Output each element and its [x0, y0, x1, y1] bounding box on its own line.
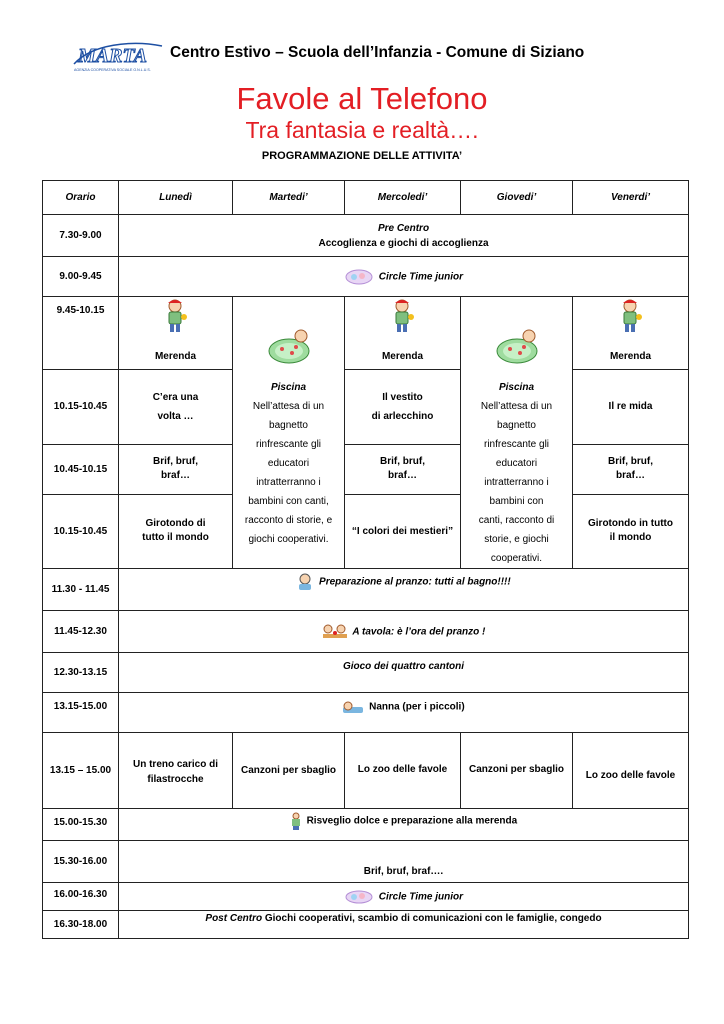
- cell-line: C’era una: [152, 391, 199, 403]
- table-row: [43, 444, 689, 494]
- header-title-line: Centro Estivo – Scuola dell’Infanzia - Comune di Siziano: [170, 44, 585, 61]
- time-cell: 16.00-16.30: [43, 883, 119, 911]
- cell-line: Brif, bruf,: [608, 456, 653, 468]
- table-header-row: [43, 181, 689, 215]
- header-lunedi: Lunedì: [119, 181, 233, 215]
- circle-time-label: Circle Time junior: [378, 891, 464, 903]
- circle-time-icon: [344, 889, 374, 905]
- time-cell: 15.00-15.30: [43, 809, 119, 841]
- circle-time-label: Circle Time junior: [378, 271, 464, 283]
- cell-line: il mondo: [609, 532, 652, 544]
- pranzo-prep-cell: [119, 569, 689, 611]
- header-giovedi: Giovedi’: [461, 181, 573, 215]
- piscina-line: Nell’attesa di un: [480, 401, 553, 412]
- time-cell: 16.30-18.00: [43, 911, 119, 939]
- time-cell: 15.30-16.00: [43, 841, 119, 883]
- time-cell: 13.15 – 15.00: [43, 733, 119, 809]
- table-row: [43, 494, 689, 568]
- cell-line: volta …: [157, 410, 194, 422]
- time-cell: 11.45-12.30: [43, 611, 119, 653]
- marta-logo: [72, 40, 164, 74]
- piscina-line: storie, e giochi: [484, 534, 549, 545]
- page-subtitle: Tra fantasia e realtà….: [245, 117, 479, 143]
- piscina-line: intratterranno i: [256, 477, 321, 488]
- piscina-line: intratterranno i: [484, 477, 549, 488]
- time-cell: 10.15-10.45: [43, 370, 119, 444]
- a-tavola-label: A tavola: è l’ora del pranzo !: [352, 626, 486, 638]
- wed-1015-cell: [345, 370, 461, 444]
- piscina-line: bambini con: [489, 496, 544, 507]
- piscina-line: cooperativi.: [490, 553, 543, 564]
- mon-1015-cell: [119, 370, 233, 444]
- page-title: Favole al Telefono: [236, 81, 488, 116]
- header-mercoledi: Mercoledi’: [345, 181, 461, 215]
- afternoon-wed-cell: Lo zoo delle favole: [345, 733, 461, 809]
- merenda-wed-cell: [345, 297, 461, 370]
- risveglio-label: Risveglio dolce e preparazione alla merenda: [306, 815, 518, 827]
- afternoon-mon-cell: [119, 733, 233, 809]
- table-row: [43, 693, 689, 733]
- pre-centro-text: Accoglienza e giochi di accoglienza: [318, 237, 489, 249]
- piscina-line: canti, racconto di: [478, 515, 555, 526]
- time-cell: 9.45-10.15: [43, 297, 119, 370]
- table-row: [43, 733, 689, 809]
- risveglio-cell: [119, 809, 689, 841]
- piscina-line: Nell’attesa di un: [252, 401, 325, 412]
- time-cell: 10.15-10.45: [43, 494, 119, 568]
- cell-line: Il vestito: [382, 391, 423, 403]
- pool-icon: [265, 327, 313, 365]
- table-row: [43, 569, 689, 611]
- time-cell: 13.15-15.00: [43, 693, 119, 733]
- nanna-cell: [119, 693, 689, 733]
- cell-line: braf…: [161, 470, 190, 482]
- cell-line: braf…: [616, 470, 645, 482]
- cell-line: Girotondo di: [145, 518, 206, 530]
- child-icon: [618, 297, 644, 333]
- table-row: [43, 297, 689, 370]
- circle-time-icon: [344, 268, 374, 286]
- pre-centro-cell: [119, 215, 689, 257]
- time-cell: 11.30 - 11.45: [43, 569, 119, 611]
- brif-full-cell: Brif, bruf, braf….: [119, 841, 689, 883]
- piscina-tue-cell: [233, 297, 345, 569]
- cell-line: tutto il mondo: [142, 532, 209, 544]
- merenda-label: Merenda: [154, 351, 197, 363]
- afternoon-tue-cell: Canzoni per sbaglio: [233, 733, 345, 809]
- mon-girotondo-cell: [119, 494, 233, 568]
- cell-line: Un treno carico di: [132, 759, 218, 770]
- table-row: [43, 841, 689, 883]
- table-row: [43, 653, 689, 693]
- svg-text:MARTA: MARTA: [78, 45, 147, 67]
- wed-colori-cell: “I colori dei mestieri”: [345, 494, 461, 568]
- merenda-mon-cell: [119, 297, 233, 370]
- pranzo-prep-label: Preparazione al pranzo: tutti al bagno!!!!: [319, 576, 511, 588]
- cell-line: Brif, bruf,: [380, 456, 425, 468]
- piscina-title: Piscina: [270, 382, 307, 393]
- cell-line: di arlecchino: [371, 410, 434, 422]
- afternoon-thu-cell: Canzoni per sbaglio: [461, 733, 573, 809]
- nanna-label: Nanna (per i piccoli): [369, 701, 465, 713]
- gioco-cell: Gioco dei quattro cantoni: [119, 653, 689, 693]
- lunch-icon: [322, 623, 348, 641]
- time-cell: 7.30-9.00: [43, 215, 119, 257]
- fri-girotondo-cell: [573, 494, 689, 568]
- schedule-table: [42, 180, 689, 939]
- table-row: [43, 611, 689, 653]
- piscina-line: giochi cooperativi.: [248, 534, 329, 545]
- piscina-line: rinfrescante gli: [255, 439, 322, 450]
- section-heading: PROGRAMMAZIONE DELLE ATTIVITA’: [261, 150, 463, 162]
- piscina-line: rinfrescante gli: [483, 439, 550, 450]
- mon-brif-cell: [119, 444, 233, 494]
- cell-line: Girotondo in tutto: [588, 518, 673, 530]
- table-row: [43, 809, 689, 841]
- piscina-line: bagnetto: [497, 420, 536, 431]
- cell-line: Brif, bruf,: [153, 456, 198, 468]
- afternoon-fri-cell: Lo zoo delle favole: [573, 733, 689, 809]
- header-venerdi: Venerdi’: [573, 181, 689, 215]
- sleeping-child-icon: [342, 699, 364, 715]
- table-row: [43, 911, 689, 939]
- svg-text:AGENZIA COOPERATIVA SOCIALE O: AGENZIA COOPERATIVA SOCIALE O.N.L.U.S.: [74, 68, 151, 72]
- piscina-line: bagnetto: [269, 420, 308, 431]
- cell-line: braf…: [388, 470, 417, 482]
- a-tavola-cell: [119, 611, 689, 653]
- circle-time-cell: [119, 257, 689, 297]
- fri-brif-cell: [573, 444, 689, 494]
- circle-time-2-cell: [119, 883, 689, 911]
- merenda-fri-cell: [573, 297, 689, 370]
- header-orario: Orario: [43, 181, 119, 215]
- pool-icon: [493, 327, 541, 365]
- time-cell: 12.30-13.15: [43, 653, 119, 693]
- post-centro-cell: [119, 911, 689, 939]
- post-centro-label: Post Centro: [205, 913, 263, 924]
- child-icon: [290, 812, 302, 830]
- merenda-label: Merenda: [609, 351, 652, 363]
- time-cell: 10.45-10.15: [43, 444, 119, 494]
- table-row: [43, 370, 689, 444]
- cell-line: filastrocche: [147, 774, 204, 785]
- pre-centro-title: Pre Centro: [377, 222, 430, 234]
- table-row: [43, 257, 689, 297]
- piscina-line: bambini con canti,: [248, 496, 329, 507]
- table-row: [43, 215, 689, 257]
- piscina-line: educatori: [495, 458, 538, 469]
- piscina-thu-cell: [461, 297, 573, 569]
- header-martedi: Martedi’: [233, 181, 345, 215]
- time-cell: 9.00-9.45: [43, 257, 119, 297]
- piscina-title: Piscina: [498, 382, 535, 393]
- fri-1015-cell: Il re mida: [573, 370, 689, 444]
- table-row: [43, 883, 689, 911]
- child-icon: [163, 297, 189, 333]
- wed-brif-cell: [345, 444, 461, 494]
- merenda-label: Merenda: [381, 351, 424, 363]
- bathroom-icon: [296, 573, 314, 591]
- child-icon: [390, 297, 416, 333]
- piscina-line: educatori: [267, 458, 310, 469]
- piscina-line: racconto di storie, e: [244, 515, 333, 526]
- post-centro-text: Giochi cooperativi, scambio di comunicazioni con le famiglie, congedo: [262, 913, 602, 924]
